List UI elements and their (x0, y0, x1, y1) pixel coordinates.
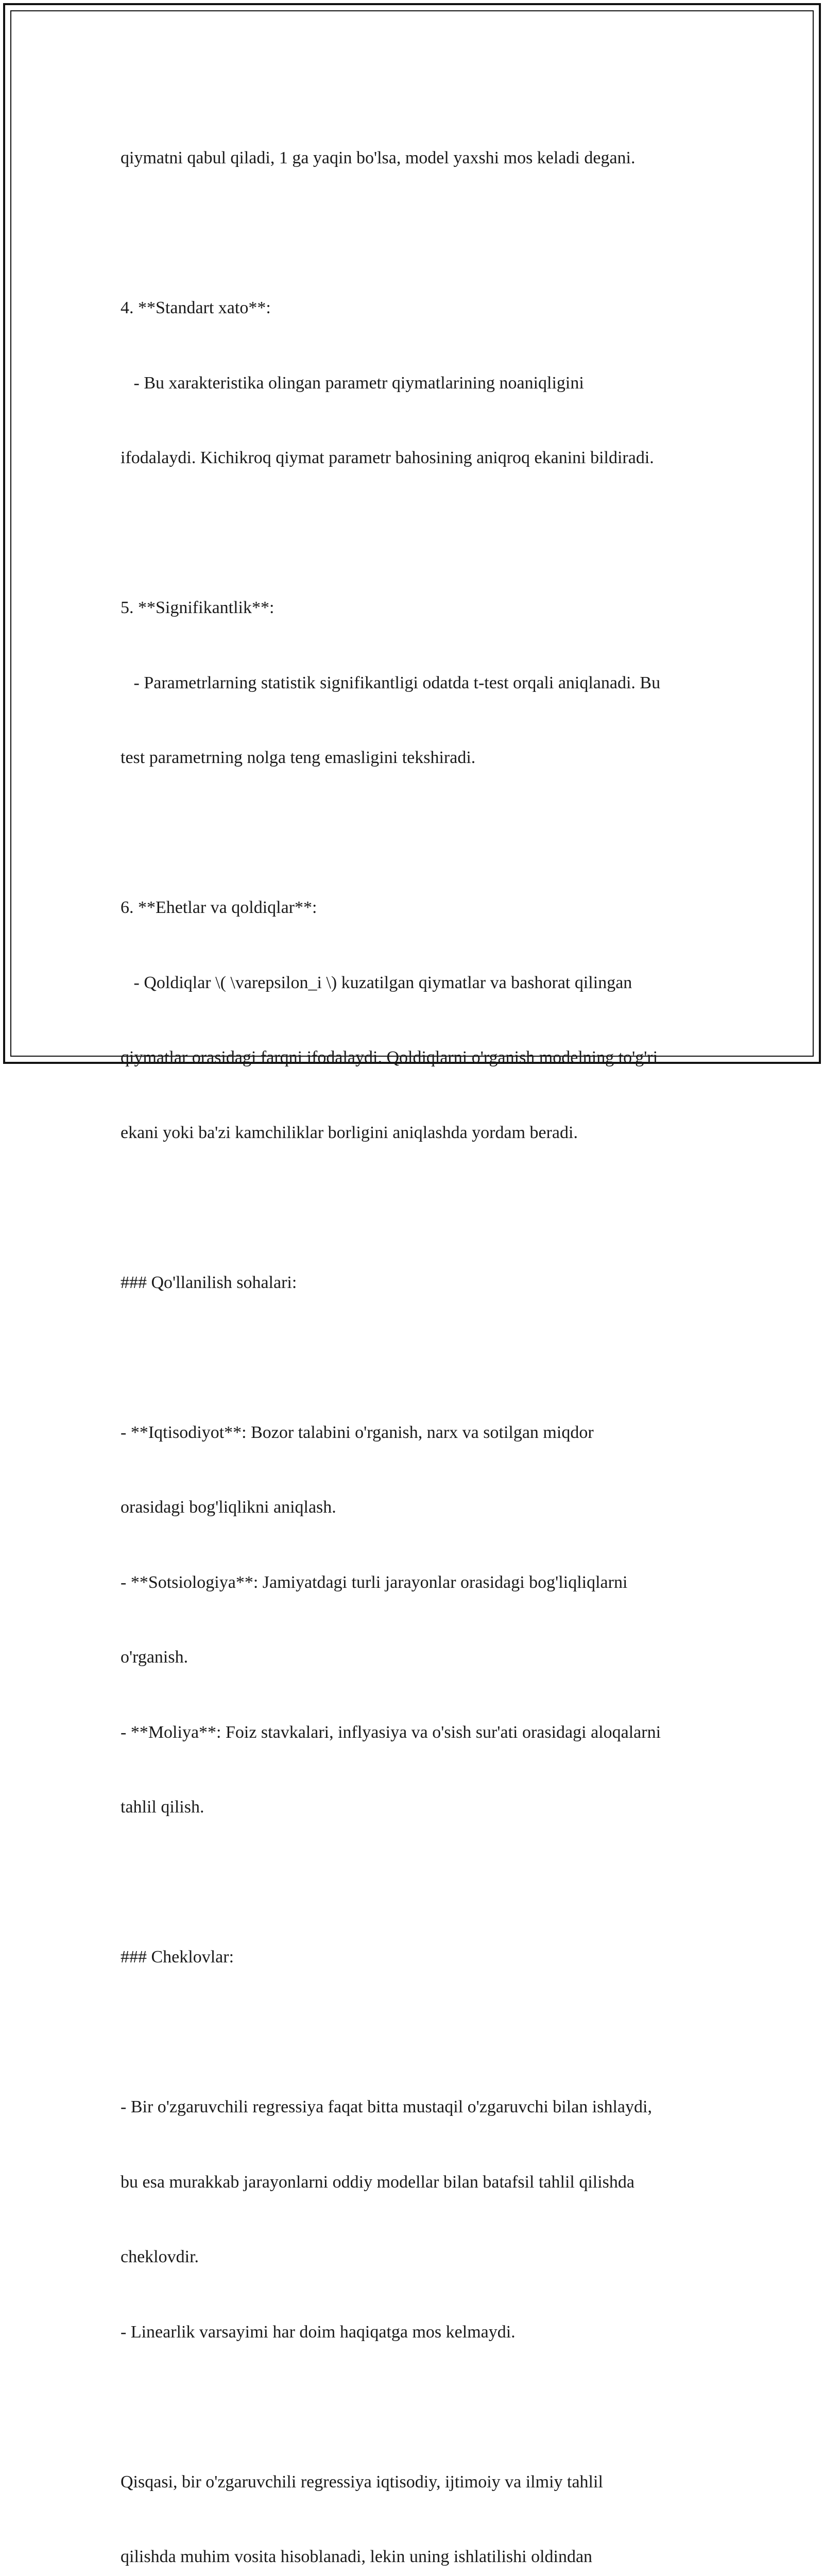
summary-paragraph: Qisqasi, bir o'zgaruvchili regressiya iqtisodiy, ijtimoiy va ilmiy tahlil (121, 2472, 603, 2492)
list-item-economics: - **Iqtisodiyot**: Bozor talabini o'rganish, narx va sotilgan miqdor (121, 1422, 594, 1442)
text-line: bu esa murakkab jarayonlarni oddiy modellar bilan batafsil tahlil qilishda (121, 2172, 635, 2192)
document-body (121, 96, 713, 2576)
blank-line (121, 821, 713, 846)
text-line: - Qoldiqlar \( \varepsilon_i \) kuzatilgan qiymatlar va bashorat qilingan (121, 973, 632, 992)
text-line: orasidagi bog'liqlikni aniqlash. (121, 1498, 336, 1517)
list-item-finance: - **Moliya**: Foiz stavkalari, inflyasiya va o'sish sur'ati orasidagi aloqalarni (121, 1722, 661, 1742)
section-heading-residuals: 6. **Ehetlar va qoldiqlar**: (121, 898, 317, 917)
text-line: ifodalaydi. Kichikroq qiymat parametr bahosining aniqroq ekanini bildiradi. (121, 448, 654, 467)
heading-limitations: ### Cheklovlar: (121, 1947, 234, 1967)
blank-line (121, 2395, 713, 2420)
text-line: ekani yoki ba'zi kamchiliklar borligini aniqlashda yordam beradi. (121, 1123, 578, 1142)
text-line: - Bu xarakteristika olingan parametr qiymatlarining noaniqligini (121, 373, 584, 393)
list-item-limitation-single-variable: - Bir o'zgaruvchili regressiya faqat bitta mustaqil o'zgaruvchi bilan ishlaydi, (121, 2097, 652, 2116)
text-line: - Parametrlarning statistik signifikantligi odatda t-test orqali aniqlanadi. Bu (121, 673, 661, 692)
blank-line (121, 1345, 713, 1370)
text-line: tahlil qilish. (121, 1798, 204, 1817)
heading-application-areas: ### Qo'llanilish sohalari: (121, 1273, 297, 1292)
text-line: qiymatni qabul qiladi, 1 ga yaqin bo'lsa, model yaxshi mos keladi degani. (121, 148, 636, 167)
blank-line (121, 1870, 713, 1895)
section-heading-significance: 5. **Signifikantlik**: (121, 598, 274, 617)
blank-line (121, 521, 713, 546)
blank-line (121, 1195, 713, 1221)
text-line: qiymatlar orasidagi farqni ifodalaydi. Qoldiqlarni o'rganish modelning to'g'ri (121, 1048, 658, 1067)
list-item-limitation-linearity: - Linearlik varsayimi har doim haqiqatga mos kelmaydi. (121, 2322, 516, 2342)
blank-line (121, 221, 713, 246)
text-line: cheklovdir. (121, 2247, 199, 2266)
text-line: qilishda muhim vosita hisoblanadi, lekin uning ishlatilishi oldindan (121, 2547, 593, 2566)
list-item-sociology: - **Sotsiologiya**: Jamiyatdagi turli jarayonlar orasidagi bog'liqliqlarni (121, 1572, 628, 1592)
blank-line (121, 2020, 713, 2045)
text-line: o'rganish. (121, 1648, 188, 1667)
section-heading-standard-error: 4. **Standart xato**: (121, 298, 271, 317)
text-line: test parametrning nolga teng emasligini tekshiradi. (121, 748, 476, 767)
